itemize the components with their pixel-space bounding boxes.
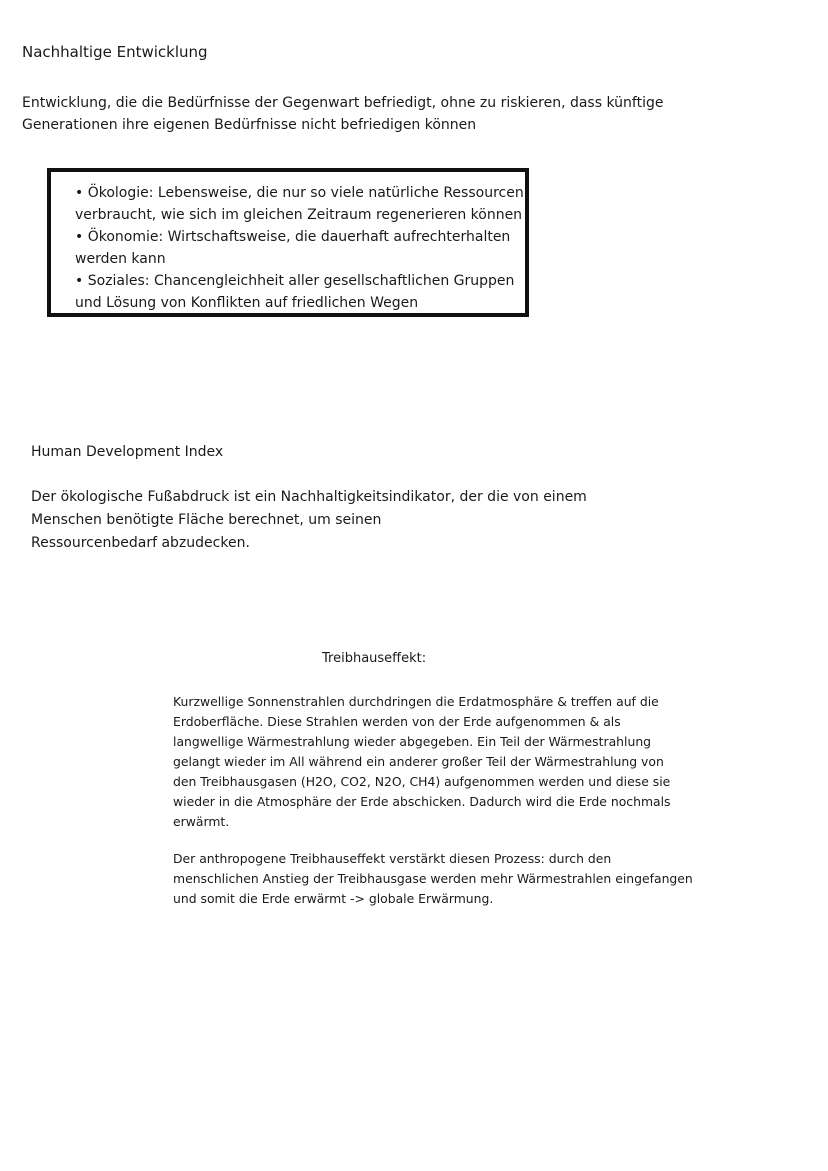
text-line: menschlichen Anstieg der Treibhausgase werden mehr Wärmestrahlen eingefangen	[173, 871, 693, 886]
text-line: den Treibhausgasen (H2O, CO2, N2O, CH4) aufgenommen werden und diese sie	[173, 774, 671, 789]
pillar-economy-line: • Ökonomie: Wirtschaftsweise, die dauerhaft aufrechterhalten	[75, 229, 511, 245]
text-line: Kurzwellige Sonnenstrahlen durchdringen die Erdatmosphäre & treffen auf die	[173, 694, 659, 709]
definition-paragraph	[22, 92, 702, 136]
text-line: Entwicklung, die die Bedürfnisse der Gegenwart befriedigt, ohne zu riskieren, dass künftige	[22, 95, 664, 111]
text-line: und somit die Erde erwärmt -> globale Erwärmung.	[173, 891, 494, 906]
text-line: gelangt wieder im All während ein anderer großer Teil der Wärmestrahlung von	[173, 754, 664, 769]
anthropogenic-paragraph	[173, 849, 733, 909]
text-line: langwellige Wärmestrahlung wieder abgegeben. Ein Teil der Wärmestrahlung	[173, 734, 652, 749]
text-line: Erdoberfläche. Diese Strahlen werden von der Erde aufgenommen & als	[173, 714, 621, 729]
text-line: Generationen ihre eigenen Bedürfnisse nicht befriedigen können	[22, 117, 477, 133]
footprint-paragraph	[31, 486, 631, 555]
greenhouse-paragraph	[173, 692, 733, 832]
pillar-economy-line: werden kann	[75, 251, 166, 267]
heading-treibhauseffekt: Treibhauseffekt:	[322, 651, 427, 666]
pillar-social-line: • Soziales: Chancengleichheit aller gesellschaftlichen Gruppen	[75, 273, 515, 289]
pillar-ecology-line: verbraucht, wie sich im gleichen Zeitraum regenerieren können	[75, 207, 523, 223]
text-line: Der anthropogene Treibhauseffekt verstärkt diesen Prozess: durch den	[173, 851, 612, 866]
pillars-box	[47, 168, 529, 317]
text-line: erwärmt.	[173, 814, 230, 829]
text-line: wieder in die Atmosphäre der Erde abschicken. Dadurch wird die Erde nochmals	[173, 794, 671, 809]
text-line: Ressourcenbedarf abzudecken.	[31, 535, 250, 551]
heading-human-development-index: Human Development Index	[31, 444, 224, 460]
heading-nachhaltige-entwicklung: Nachhaltige Entwicklung	[22, 43, 208, 61]
pillar-social-line: und Lösung von Konflikten auf friedlichen Wegen	[75, 295, 419, 311]
pillar-ecology-line: • Ökologie: Lebensweise, die nur so viele natürliche Ressourcen	[75, 185, 524, 201]
text-line: Menschen benötigte Fläche berechnet, um seinen	[31, 512, 382, 528]
text-line: Der ökologische Fußabdruck ist ein Nachhaltigkeitsindikator, der die von einem	[31, 489, 587, 505]
